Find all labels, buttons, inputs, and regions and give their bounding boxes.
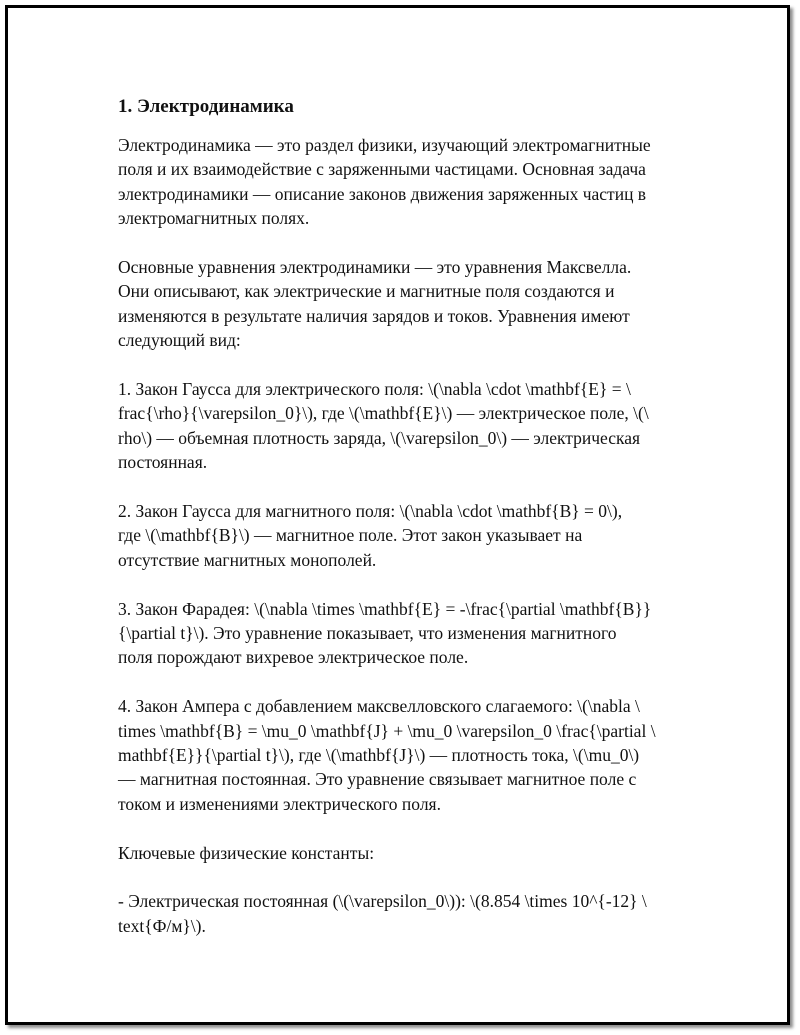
document-body: [118, 95, 698, 963]
paragraph-epsilon-constant: - Электрическая постоянная (\(\varepsilon_0\)): \(8.854 \times 10^{-12} \ text{Ф/м}\).: [118, 891, 647, 936]
paragraph-maxwell-overview: Основные уравнения электродинамики — это уравнения Максвелла. Они описывают, как электрические и магнитные поля создаются и изменяются в результате наличия зарядов и токов. Уравнения имеют следующий вид:: [118, 257, 632, 351]
paragraph-intro: Электродинамика — это раздел физики, изучающий электромагнитные поля и их взаимодействие с заряженными частицами. Основная задача электродинамики — описание законов движения заряженных частиц в электромагнитных полях.: [118, 135, 651, 229]
paragraph-ampere: 4. Закон Ампера с добавлением максвелловского слагаемого: \(\nabla \ times \mathbf{B} = \mu_0 \mathbf{J} + \mu_0 \varepsilon_0 \frac{\partial \ mathbf{E}}{\partial t}\), где \(\mathbf{J}\) — плотность тока, \(\mu_0\) — магнитная постоянная. Это уравнение связывает магнитное поле с током и изменениями электрического поля.: [118, 696, 656, 814]
paragraph-gauss-electric: 1. Закон Гаусса для электрического поля: \(\nabla \cdot \mathbf{E} = \ frac{\rho}{\varepsilon_0}\), где \(\mathbf{E}\) — электрическое поле, \(\ rho\) — объемная плотность заряда, \(\varepsilon_0\) — электрическая постоянная.: [118, 379, 649, 473]
paragraph-gauss-magnetic: 2. Закон Гаусса для магнитного поля: \(\nabla \cdot \mathbf{B} = 0\), где \(\mathbf{B}\) — магнитное поле. Этот закон указывает на отсутствие магнитных монополей.: [118, 501, 623, 570]
paragraph-constants-heading: Ключевые физические константы:: [118, 842, 375, 863]
section-title: 1. Электродинамика: [118, 96, 294, 117]
paragraph-faraday: 3. Закон Фарадея: \(\nabla \times \mathbf{E} = -\frac{\partial \mathbf{B}} {\partial t}\). Это уравнение показывает, что изменения магнитного поля порождают вихревое электрическое поле.: [118, 598, 652, 668]
